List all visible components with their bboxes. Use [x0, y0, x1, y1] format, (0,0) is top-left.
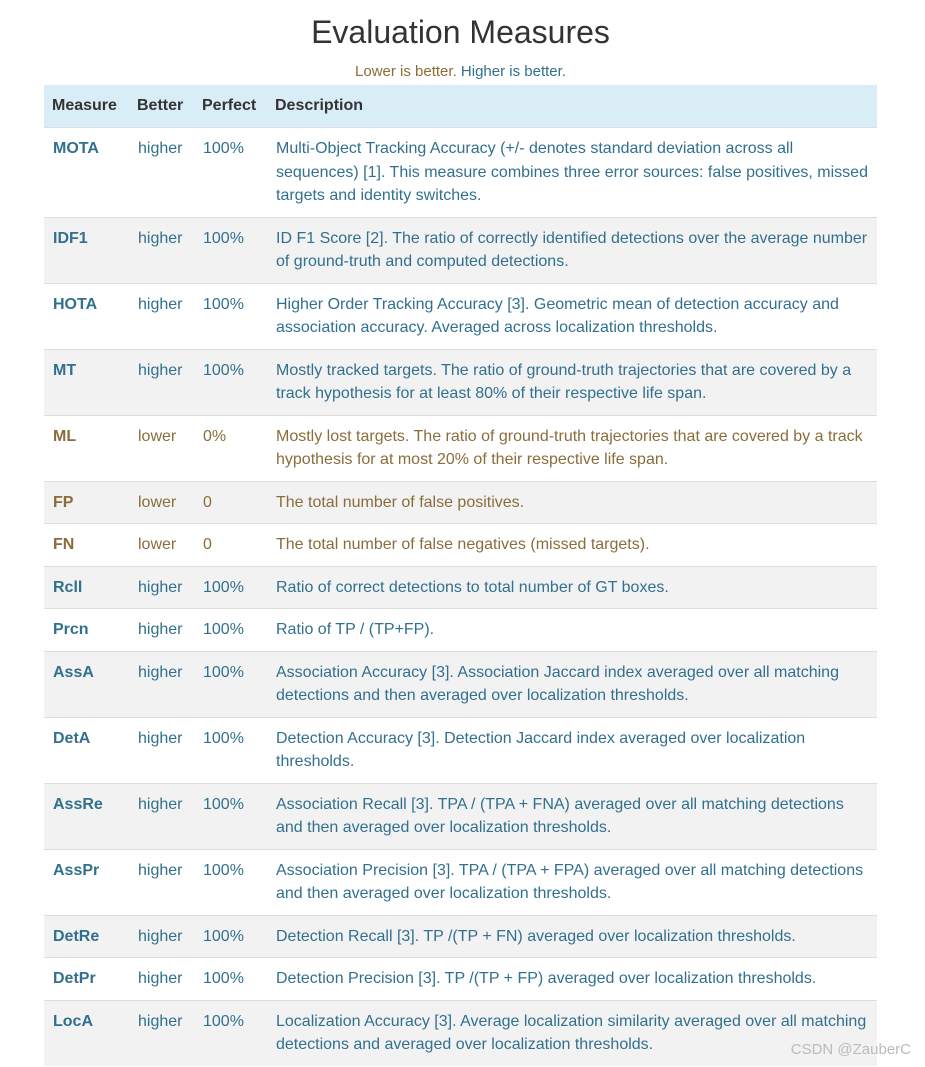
perfect-cell: 100%: [194, 958, 267, 1001]
table-row: [44, 217, 877, 283]
table-row: [44, 958, 877, 1001]
measure-cell: FN: [44, 524, 129, 567]
measure-cell: DetA: [44, 717, 129, 783]
table-row: [44, 783, 877, 849]
table-row: [44, 283, 877, 349]
better-cell: higher: [129, 783, 194, 849]
description-cell: Detection Recall [3]. TP /(TP + FN) averaged over localization thresholds.: [267, 915, 877, 958]
description-cell: Association Accuracy [3]. Association Jaccard index averaged over all matching detections and then averaged over localization thresholds.: [267, 651, 877, 717]
description-cell: Mostly tracked targets. The ratio of ground-truth trajectories that are covered by a track hypothesis for at least 80% of their respective life span.: [267, 349, 877, 415]
table-header-row: [44, 85, 877, 128]
perfect-cell: 100%: [194, 717, 267, 783]
legend-higher: Higher is better.: [460, 63, 566, 80]
table-row: [44, 566, 877, 609]
perfect-cell: 100%: [194, 283, 267, 349]
perfect-cell: 0: [194, 524, 267, 567]
perfect-cell: 100%: [194, 349, 267, 415]
measure-cell: FP: [44, 481, 129, 524]
better-cell: higher: [129, 915, 194, 958]
table-body: [44, 128, 877, 1066]
perfect-cell: 100%: [194, 609, 267, 652]
measures-table: [44, 85, 877, 1066]
table-row: [44, 1000, 877, 1066]
header-measure: Measure: [44, 85, 129, 128]
table-row: [44, 481, 877, 524]
better-cell: higher: [129, 566, 194, 609]
measure-cell: AssA: [44, 651, 129, 717]
better-cell: lower: [129, 481, 194, 524]
better-cell: higher: [129, 217, 194, 283]
perfect-cell: 0%: [194, 415, 267, 481]
table-row: [44, 651, 877, 717]
table-row: [44, 524, 877, 567]
header-description: Description: [267, 85, 877, 128]
better-cell: higher: [129, 283, 194, 349]
better-cell: lower: [129, 524, 194, 567]
perfect-cell: 100%: [194, 783, 267, 849]
perfect-cell: 100%: [194, 128, 267, 218]
measure-cell: Prcn: [44, 609, 129, 652]
description-cell: The total number of false negatives (missed targets).: [267, 524, 877, 567]
legend-lower: Lower is better.: [355, 63, 457, 80]
header-perfect: Perfect: [194, 85, 267, 128]
better-cell: higher: [129, 128, 194, 218]
description-cell: Ratio of TP / (TP+FP).: [267, 609, 877, 652]
description-cell: Multi-Object Tracking Accuracy (+/- denotes standard deviation across all sequences) [1]. This measure combines three error sources: false positives, missed targets and identity switches.: [267, 128, 877, 218]
header-better: Better: [129, 85, 194, 128]
better-cell: higher: [129, 609, 194, 652]
better-cell: higher: [129, 349, 194, 415]
measure-cell: Rcll: [44, 566, 129, 609]
table-row: [44, 849, 877, 915]
table-row: [44, 415, 877, 481]
legend: [0, 61, 921, 83]
table-row: [44, 717, 877, 783]
perfect-cell: 100%: [194, 566, 267, 609]
description-cell: ID F1 Score [2]. The ratio of correctly identified detections over the average number of ground-truth and computed detections.: [267, 217, 877, 283]
measure-cell: IDF1: [44, 217, 129, 283]
page-title: Evaluation Measures: [311, 14, 610, 50]
measure-cell: AssRe: [44, 783, 129, 849]
measure-cell: MT: [44, 349, 129, 415]
description-cell: Association Recall [3]. TPA / (TPA + FNA) averaged over all matching detections and then averaged over localization thresholds.: [267, 783, 877, 849]
description-cell: Ratio of correct detections to total number of GT boxes.: [267, 566, 877, 609]
description-cell: Association Precision [3]. TPA / (TPA + FPA) averaged over all matching detections and then averaged over localization thresholds.: [267, 849, 877, 915]
measure-cell: LocA: [44, 1000, 129, 1066]
better-cell: higher: [129, 849, 194, 915]
measure-cell: DetPr: [44, 958, 129, 1001]
description-cell: Mostly lost targets. The ratio of ground-truth trajectories that are covered by a track hypothesis for at most 20% of their respective life span.: [267, 415, 877, 481]
perfect-cell: 100%: [194, 915, 267, 958]
measure-cell: AssPr: [44, 849, 129, 915]
description-cell: Detection Precision [3]. TP /(TP + FP) averaged over localization thresholds.: [267, 958, 877, 1001]
table-row: [44, 128, 877, 218]
measure-cell: DetRe: [44, 915, 129, 958]
description-cell: Detection Accuracy [3]. Detection Jaccard index averaged over localization thresholds.: [267, 717, 877, 783]
perfect-cell: 100%: [194, 651, 267, 717]
perfect-cell: 100%: [194, 217, 267, 283]
table-row: [44, 349, 877, 415]
watermark: CSDN @ZauberC: [790, 1041, 911, 1058]
description-cell: Higher Order Tracking Accuracy [3]. Geometric mean of detection accuracy and association accuracy. Averaged across localization thresholds.: [267, 283, 877, 349]
perfect-cell: 100%: [194, 849, 267, 915]
better-cell: lower: [129, 415, 194, 481]
better-cell: higher: [129, 717, 194, 783]
table-row: [44, 915, 877, 958]
perfect-cell: 100%: [194, 1000, 267, 1066]
better-cell: higher: [129, 651, 194, 717]
description-cell: The total number of false positives.: [267, 481, 877, 524]
description-cell: Localization Accuracy [3]. Average localization similarity averaged over all matching detections and averaged over localization thresholds.: [267, 1000, 877, 1066]
perfect-cell: 0: [194, 481, 267, 524]
measure-cell: ML: [44, 415, 129, 481]
measure-cell: HOTA: [44, 283, 129, 349]
better-cell: higher: [129, 958, 194, 1001]
better-cell: higher: [129, 1000, 194, 1066]
measure-cell: MOTA: [44, 128, 129, 218]
table-row: [44, 609, 877, 652]
